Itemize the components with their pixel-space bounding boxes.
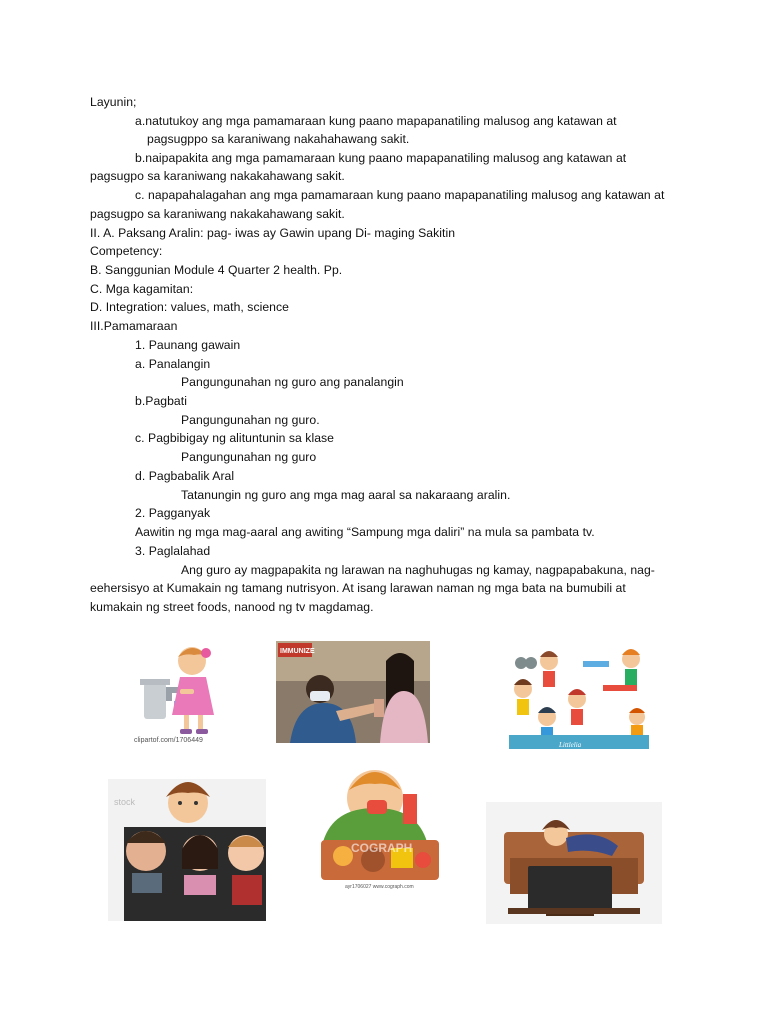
handwashing-image [130, 643, 248, 745]
text-line: Ang guro ay magpapakita ng larawan na naghuhugas ng kamay, nagpapabakuna, nag- [181, 563, 655, 577]
vaccine-banner-text: IMMUNIZE [280, 648, 315, 655]
gadget-playing-image [108, 779, 266, 921]
text-line: II. A. Paksang Aralin: pag- iwas ay Gawin upang Di- maging Sakitin [90, 226, 456, 240]
text-line: a.natutukoy ang mga pamamaraan kung paano mapapanatiling malusog ang katawan at [135, 114, 617, 128]
handwash-watermark: clipartof.com/1706449 [134, 737, 203, 744]
text-line: b.naipapakita ang mga pamamaraan kung paano mapapanatiling malusog ang katawan at [135, 151, 627, 165]
text-line: Tatanungin ng guro ang mga mag aaral sa nakaraang aralin. [181, 488, 511, 502]
text-line: III.Pamamaraan [90, 319, 178, 333]
fastfood-watermark: COGRAPH [351, 841, 413, 855]
text-line: eehersisyo at Kumakain ng tamang nutrisyon. At isang larawan naman ng mga bata na bumubili at [90, 581, 626, 595]
text-line: pagsugpo sa karaniwang nakakahawang sakit. [90, 207, 345, 221]
text-line: 1. Paunang gawain [135, 338, 241, 352]
text-line: D. Integration: values, math, science [90, 300, 289, 314]
text-line: Layunin; [90, 95, 137, 109]
fastfood-eating-image [315, 764, 445, 890]
text-line: Competency: [90, 244, 163, 258]
text-line: c. napapahalagahan ang mga pamamaraan kung paano mapapanatiling malusog ang katawan at [135, 188, 665, 202]
text-line: B. Sanggunian Module 4 Quarter 2 health. Pp. [90, 263, 343, 277]
text-line: Aawitin ng mga mag-aaral ang awiting “Sampung mga daliri” na mula sa pambata tv. [135, 525, 595, 539]
text-line: c. Pagbibigay ng alituntunin sa klase [135, 431, 335, 445]
vaccination-image [276, 641, 430, 743]
text-line: Pangungunahan ng guro ang panalangin [181, 375, 404, 389]
fastfood-caption: ayr1706027 www.cograph.com [345, 884, 414, 890]
text-line: pagsugppo sa karaniwang nakahahawang sakit. [147, 132, 410, 146]
tv-watching-image [486, 802, 662, 924]
text-line: d. Pagbabalik Aral [135, 469, 235, 483]
text-line: pagsugpo sa karaniwang nakakahawang sakit. [90, 169, 345, 183]
text-line: C. Mga kagamitan: [90, 282, 194, 296]
exercise-image [503, 645, 654, 752]
exercise-logo: Littlelia [559, 741, 582, 749]
gadgets-watermark: stock [114, 797, 136, 807]
text-line: kumakain ng street foods, nanood ng tv magdamag. [90, 600, 374, 614]
text-line: Pangungunahan ng guro [181, 450, 317, 464]
text-line: 2. Pagganyak [135, 506, 211, 520]
text-line: b.Pagbati [135, 394, 187, 408]
text-line: a. Panalangin [135, 357, 211, 371]
text-line: Pangungunahan ng guro. [181, 413, 320, 427]
text-line: 3. Paglalahad [135, 544, 211, 558]
